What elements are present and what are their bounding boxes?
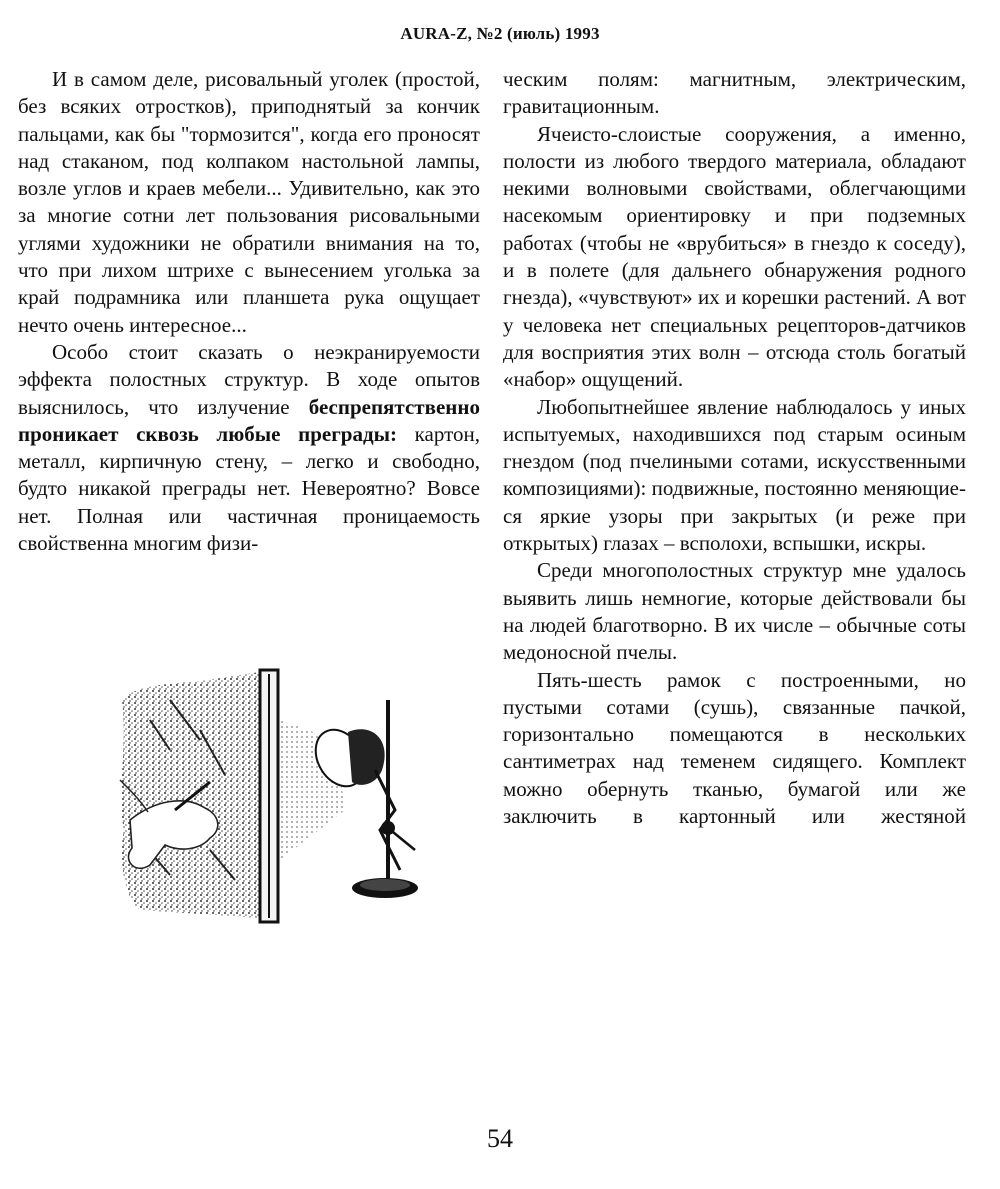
paragraph: Любопытнейшее явление наблюдалось у иных испытуемых, находившихся под старым осиным гнездом (под пчелиными сотами, искусственными композициями): подвижные, постоянно меняющие-ся яркие узоры при закрытых (и реже при открытых) глазах – всполохи, вспышки, искры. <box>503 394 966 556</box>
paragraph-text: картон, металл, кирпичную стену, – легко и свободно, будто никакой преграды нет. Невероятно? Вовсе нет. Полная или частичная проницаемость свойственна многим физи- <box>18 421 480 556</box>
right-column <box>503 66 966 830</box>
paragraph: И в самом деле, рисовальный уголек (простой, без всяких отростков), приподнятый за кончик пальцами, как бы "тормозится", когда его проносят над стаканом, под колпаком настольной лампы, возле углов и краев мебели... Удивительно, как это за многие сотни лет пользования рисовальными углями художники не обратили внимания на то, что при лихом штрихе с вынесением уголька за край подрамника или планшета рука ощущает нечто очень интересное... <box>18 67 480 337</box>
running-header: AURA-Z, №2 (июль) 1993 <box>400 24 600 43</box>
paragraph <box>18 339 480 557</box>
page-number: 54 <box>487 1124 513 1153</box>
paragraph-text: Особо стоит сказать о неэкранируемости эффекта полостных структур. В ходе опытов выяснилось, что излучение <box>18 339 480 419</box>
paragraph: Среди многополостных структур мне удалось выявить лишь немногие, которые действовали бы на людей благотворно. В их числе – обычные соты медоносной пчелы. <box>503 558 966 665</box>
illustration-hand-wall-lamp-icon <box>110 660 440 930</box>
paragraph: Ячеисто-слоистые сооружения, а именно, полости из любого твердого материала, обладают некими волновыми свойствами, облегчающими насекомым ориентировку и при подземных работах (чтобы не «врубиться» в гнездо к соседу), и в полете (для дальнего обнаружения родного гнезда), «чувствуют» их и корешки растений. А вот у человека нет специальных рецепторов-датчиков для восприятия этих волн – отсюда столь богатый «набор» ощущений. <box>503 121 966 392</box>
illustration <box>110 660 440 930</box>
paragraph: ческим полям: магнитным, электрическим, гравитационным. <box>503 67 966 119</box>
emphasized-text: беспрепятственно проникает сквозь любые преграды: <box>18 394 480 446</box>
paragraph: Пять-шесть рамок с построенными, но пустыми сотами (сушь), связанные пачкой, горизонтально помещаются в нескольких сантиметрах над теменем сидящего. Комплект можно обернуть тканью, бумагой или же заключить в картонный или жестяной <box>503 667 966 829</box>
left-column <box>18 66 480 557</box>
